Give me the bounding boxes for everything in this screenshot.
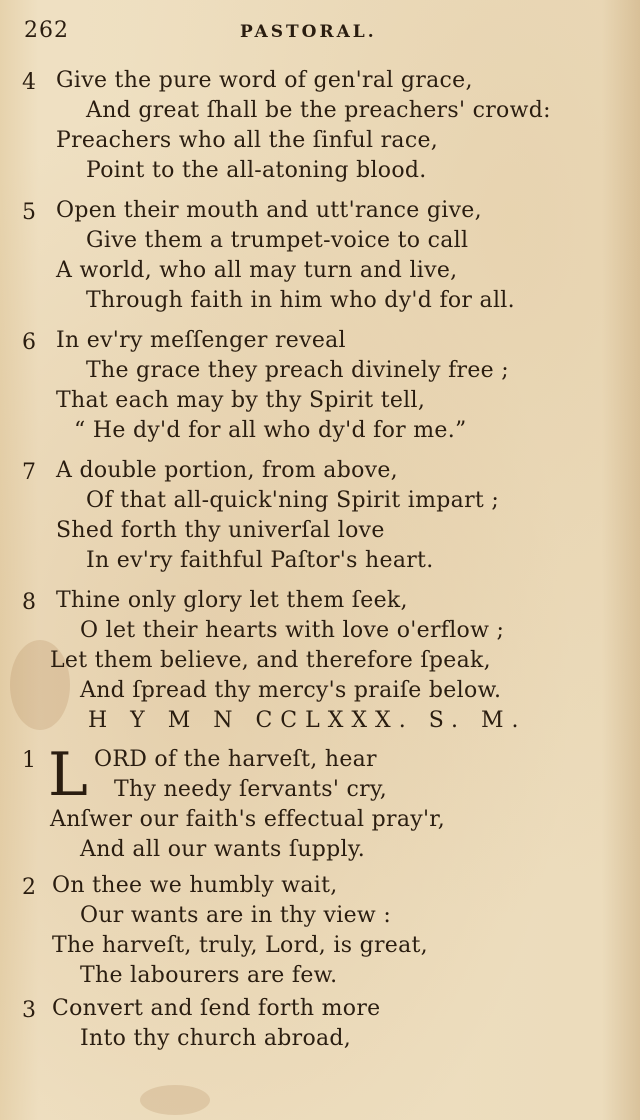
verse-line: Shed forth thy univerſal love (56, 518, 385, 543)
verse-line: A world, who all may turn and live, (56, 258, 458, 283)
page-number: 262 (24, 18, 69, 43)
verse-line: And ſpread thy mercy's praiſe below. (80, 678, 502, 703)
verse-line: In ev'ry meſſenger reveal (56, 328, 346, 353)
verse-line: Preachers who all the ſinful race, (56, 128, 439, 153)
verse-line: O let their hearts with love o'erflow ; (80, 618, 505, 643)
verse-number: 8 (22, 590, 36, 615)
verse-line: That each may by thy Spirit tell, (56, 388, 426, 413)
running-head: PASTORAL. (240, 22, 377, 42)
verse-number: 5 (22, 200, 36, 225)
verse-line: The harveſt, truly, Lord, is great, (52, 933, 428, 958)
verse-line: Let them believe, and therefore ſpeak, (50, 648, 491, 673)
verse-line: Of that all-quick'ning Spirit impart ; (86, 488, 500, 513)
verse-line: Our wants are in thy view : (80, 903, 392, 928)
verse-number: 2 (22, 875, 36, 900)
verse-line: Open their mouth and utt'rance give, (56, 198, 482, 223)
hymn-title: H Y M N CCLXXX. S. M. (88, 708, 527, 733)
verse-number: 1 (22, 748, 36, 773)
verse-line: ORD of the harveſt, hear (94, 747, 377, 772)
verse-number: 4 (22, 70, 36, 95)
verse-line: Thine only glory let them ſeek, (56, 588, 408, 613)
verse-line: “ He dy'd for all who dy'd for me.” (74, 418, 467, 443)
verse-line: Give them a trumpet-voice to call (86, 228, 469, 253)
verse-line: Thy needy ſervants' cry, (114, 777, 388, 802)
verse-line: In ev'ry faithful Paſtor's heart. (86, 548, 434, 573)
verse-line: Give the pure word of gen'ral grace, (56, 68, 473, 93)
paper-stain (140, 1085, 210, 1115)
verse-line: Through faith in him who dy'd for all. (86, 288, 515, 313)
verse-line: And all our wants ſupply. (80, 837, 365, 862)
verse-line: On thee we humbly wait, (52, 873, 338, 898)
verse-number: 6 (22, 330, 36, 355)
verse-line: Point to the all-atoning blood. (86, 158, 427, 183)
verse-line: Into thy church abroad, (80, 1026, 352, 1051)
verse-line: Convert and ſend forth more (52, 996, 381, 1021)
verse-line: And great ſhall be the preachers' crowd: (86, 98, 551, 123)
verse-line: The grace they preach divinely free ; (86, 358, 510, 383)
page-header (0, 14, 640, 54)
verse-line: Anſwer our faith's effectual pray'r, (50, 807, 446, 832)
drop-cap: L (48, 740, 88, 810)
verse-line: The labourers are few. (80, 963, 338, 988)
verse-number: 7 (22, 460, 36, 485)
verse-line: A double portion, from above, (56, 458, 398, 483)
verse-number: 3 (22, 998, 36, 1023)
